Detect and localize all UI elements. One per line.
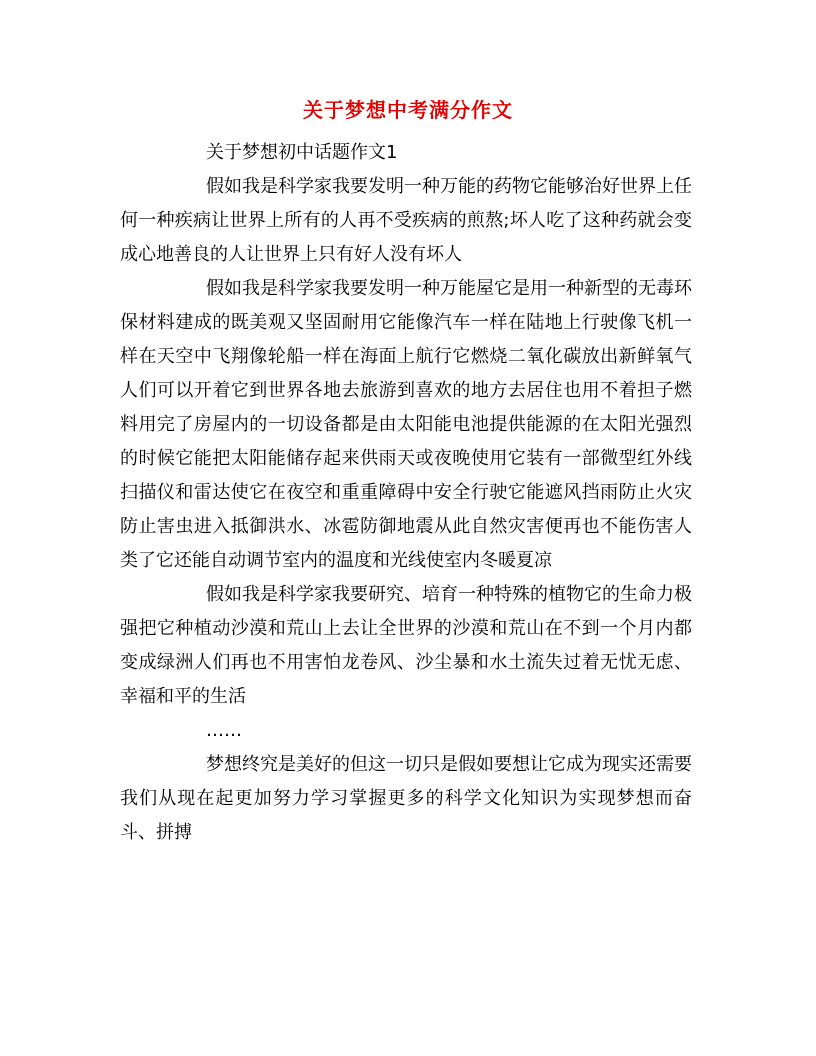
subtitle-line: 关于梦想初中话题作文1 <box>206 142 398 163</box>
paragraph: 假如我是科学家我要发明一种万能的药物它能够治好世界上任何一种疾病让世界上所有的人再不受疾病的煎熬;坏人吃了这种药就会变成心地善良的人让世界上只有好人没有坏人 <box>120 176 692 265</box>
ellipsis-line: …… <box>206 720 242 741</box>
paragraph: 梦想终究是美好的但这一切只是假如要想让它成为现实还需要我们从现在起更加努力学习掌握更多的科学文化知识为实现梦想而奋斗、拼搏 <box>120 754 692 843</box>
paragraph: 假如我是科学家我要研究、培育一种特殊的植物它的生命力极强把它种植动沙漠和荒山上去让全世界的沙漠和荒山在不到一个月内都变成绿洲人们再也不用害怕龙卷风、沙尘暴和水土流失过着无忧无虑、幸福和平的生活 <box>120 584 692 707</box>
document-title: 关于梦想中考满分作文 <box>303 98 513 122</box>
document-body <box>120 136 692 850</box>
paragraph: 假如我是科学家我要发明一种万能屋它是用一种新型的无毒环保材料建成的既美观又坚固耐用它能像汽车一样在陆地上行驶像飞机一样在天空中飞翔像轮船一样在海面上航行它燃烧二氧化碳放出新鲜氧气人们可以开着它到世界各地去旅游到喜欢的地方去居住也用不着担子燃料用完了房屋内的一切设备都是由太阳能电池提供能源的在太阳光强烈的时候它能把太阳能储存起来供雨天或夜晚使用它装有一部微型红外线扫描仪和雷达使它在夜空和重重障碍中安全行驶它能遮风挡雨防止火灾防止害虫进入抵御洪水、冰雹防御地震从此自然灾害便再也不能伤害人类了它还能自动调节室内的温度和光线使室内冬暖夏凉 <box>120 278 692 571</box>
